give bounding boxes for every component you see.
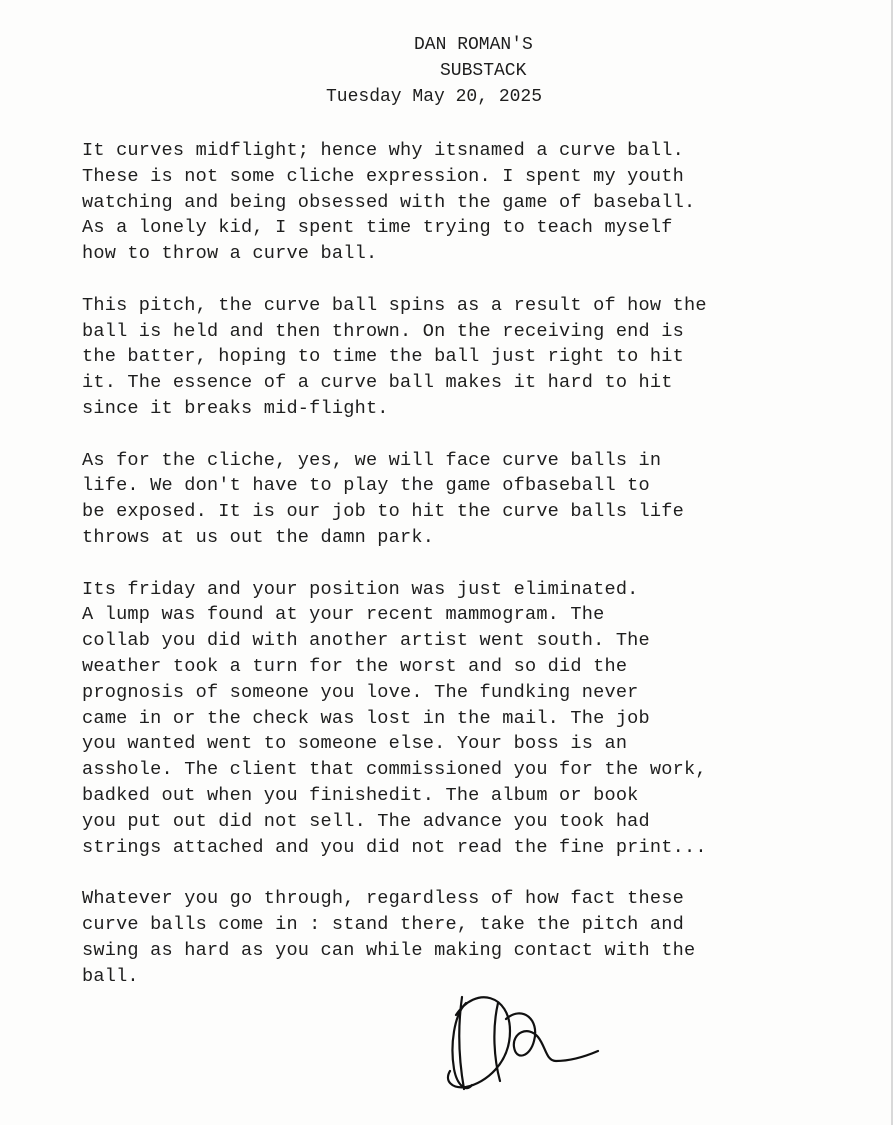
body-line: strings attached and you did not read the fine print... <box>82 836 707 858</box>
body-line: you wanted went to someone else. Your boss is an <box>82 733 628 755</box>
body-line: A lump was found at your recent mammogram. The <box>82 604 605 626</box>
body-line: badked out when you finishedit. The album or book <box>82 784 639 806</box>
header-publication: SUBSTACK <box>440 61 527 81</box>
body-line: swing as hard as you can while making contact with the <box>82 939 696 961</box>
body-line: asshole. The client that commissioned you for the work, <box>82 759 707 781</box>
body-line: This pitch, the curve ball spins as a result of how the <box>82 294 707 316</box>
body-line: collab you did with another artist went south. The <box>82 630 650 652</box>
body-line: curve balls come in : stand there, take the pitch and <box>82 913 684 935</box>
body-line: watching and being obsessed with the game of baseball. <box>82 191 696 213</box>
body-line: the batter, hoping to time the ball just right to hit <box>82 346 684 368</box>
body-line: ball. <box>82 965 139 987</box>
body-line: As a lonely kid, I spent time trying to teach myself <box>82 217 673 239</box>
body-line: it. The essence of a curve ball makes it hard to hit <box>82 372 673 394</box>
body-line: These is not some cliche expression. I spent my youth <box>82 165 684 187</box>
body-line: be exposed. It is our job to hit the curve balls life <box>82 501 684 523</box>
body-line: life. We don't have to play the game ofbaseball to <box>82 475 650 497</box>
letter-header <box>0 32 893 110</box>
letter-body <box>82 138 882 1015</box>
body-line: you put out did not sell. The advance you took had <box>82 810 650 832</box>
header-author: DAN ROMAN'S <box>414 35 533 55</box>
body-line: since it breaks mid-flight. <box>82 397 389 419</box>
handwritten-signature-icon <box>436 985 606 1100</box>
paragraph-5 <box>82 886 882 989</box>
body-line: came in or the check was lost in the mail. The job <box>82 707 650 729</box>
body-line: As for the cliche, yes, we will face curve balls in <box>82 449 662 471</box>
body-line: weather took a turn for the worst and so did the <box>82 655 628 677</box>
header-date: Tuesday May 20, 2025 <box>326 87 543 107</box>
paragraph-1 <box>82 138 882 267</box>
body-line: Its friday and your position was just eliminated. <box>82 578 639 600</box>
body-line: throws at us out the damn park. <box>82 526 435 548</box>
paragraph-3 <box>82 448 882 551</box>
paragraph-4 <box>82 577 882 861</box>
paragraph-2 <box>82 293 882 422</box>
body-line: how to throw a curve ball. <box>82 243 378 265</box>
body-line: ball is held and then thrown. On the receiving end is <box>82 320 684 342</box>
body-line: Whatever you go through, regardless of how fact these <box>82 888 684 910</box>
body-line: prognosis of someone you love. The fundking never <box>82 681 639 703</box>
body-line: It curves midflight; hence why itsnamed a curve ball. <box>82 140 684 161</box>
